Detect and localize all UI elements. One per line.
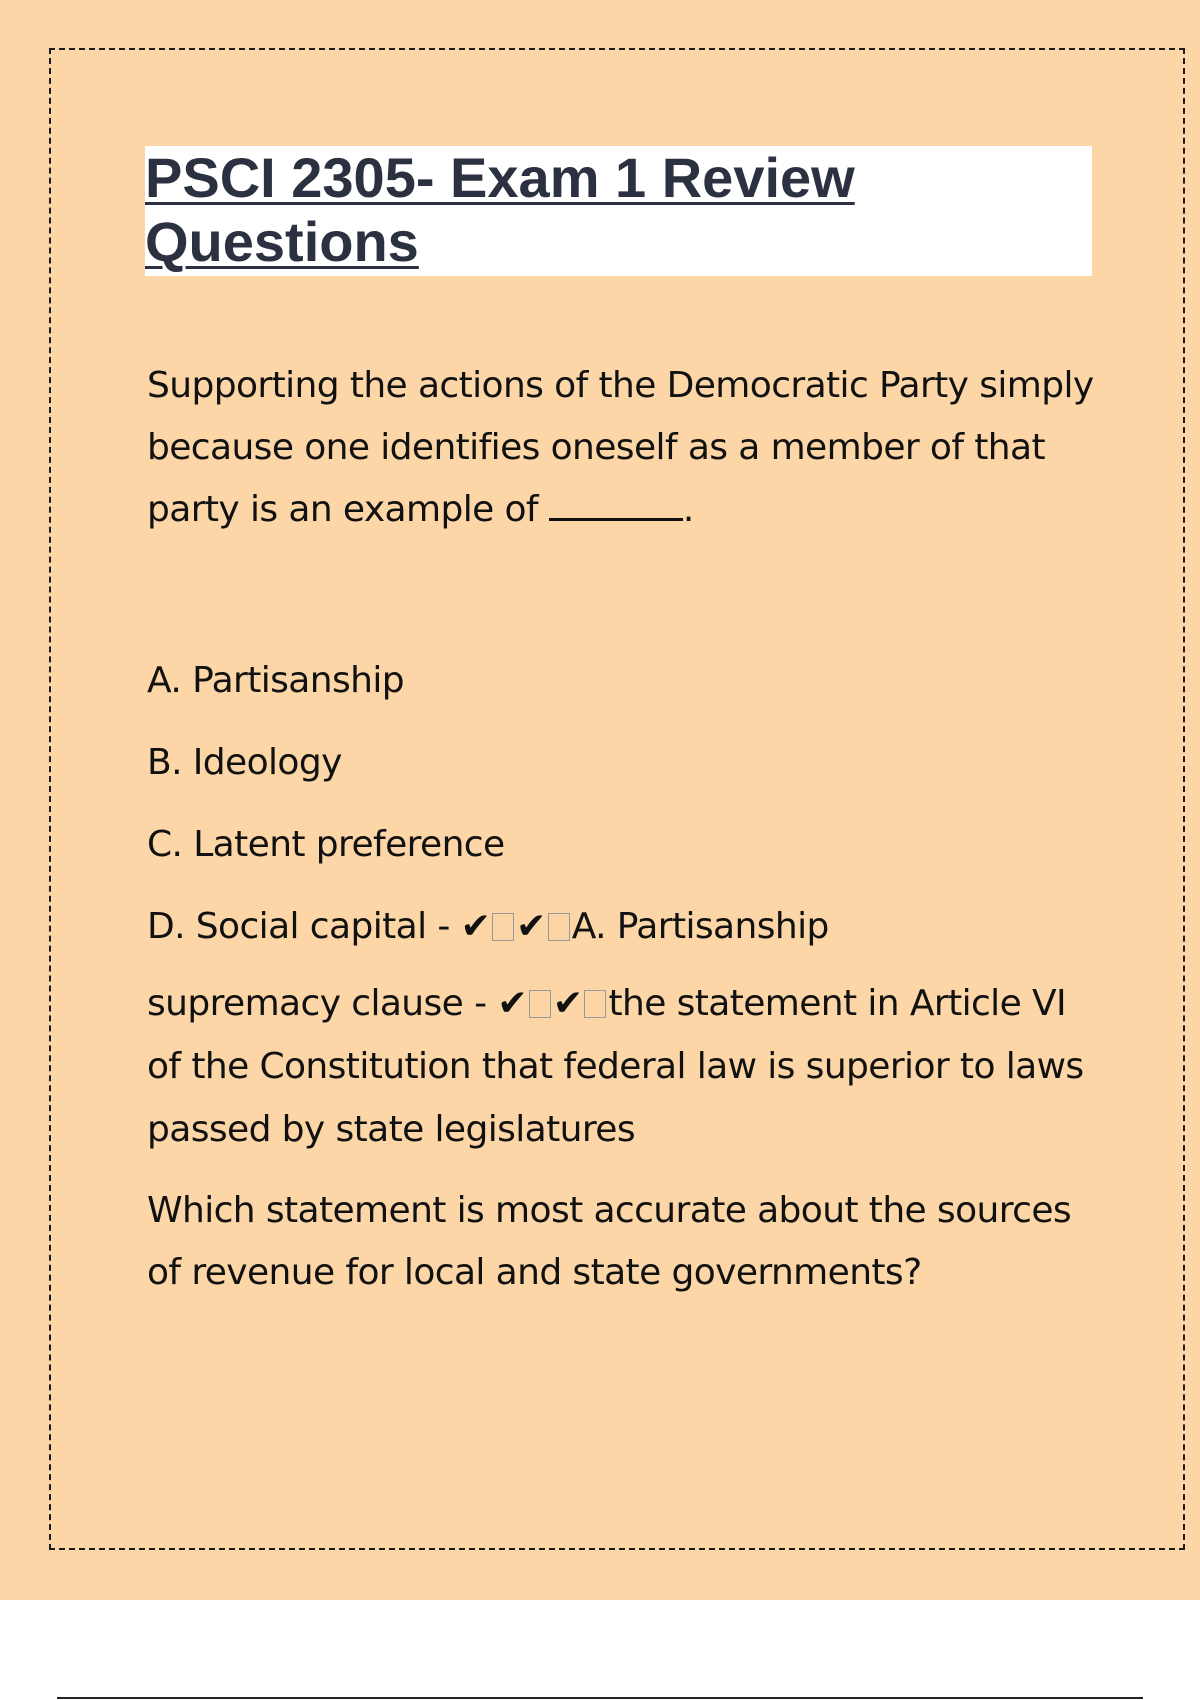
term-2-entry [147,972,1107,1161]
question-1-text: Supporting the actions of the Democratic Party simply because one identifies oneself as a member of that party is an example of [147,365,1094,530]
term-2-term: supremacy clause - [147,983,498,1024]
option-b: B. Ideology [147,742,342,783]
missing-glyph-box-icon [584,990,606,1018]
option-a: A. Partisanship [147,660,405,701]
document-title: PSCI 2305- Exam 1 Review Questions [145,146,855,273]
missing-glyph-box-icon [492,913,514,941]
checkmark-icon: ✔ [460,906,491,947]
question-1-period: . [682,489,694,530]
question-1-prompt [147,355,1107,541]
term-2-definition: the statement in Article VI of the Constitution that federal law is superior to laws passed by state legislatures [147,983,1084,1150]
checkmark-icon: ✔ [516,906,546,947]
footer-rule [57,1697,1143,1699]
option-d-with-answer [147,886,1107,968]
fill-in-blank [549,490,683,521]
question-1-options [147,640,1107,968]
question-1-answer: A. Partisanship [571,906,829,947]
option-d: D. Social capital - [147,906,461,947]
checkmark-icon: ✔ [552,983,583,1024]
question-3-prompt: Which statement is most accurate about the sources of revenue for local and state governments? [147,1190,1072,1293]
missing-glyph-box-icon [548,913,570,941]
title-box [145,146,1092,276]
checkmark-icon: ✔ [497,983,527,1024]
option-c: C. Latent preference [147,824,505,865]
missing-glyph-box-icon [529,990,551,1018]
